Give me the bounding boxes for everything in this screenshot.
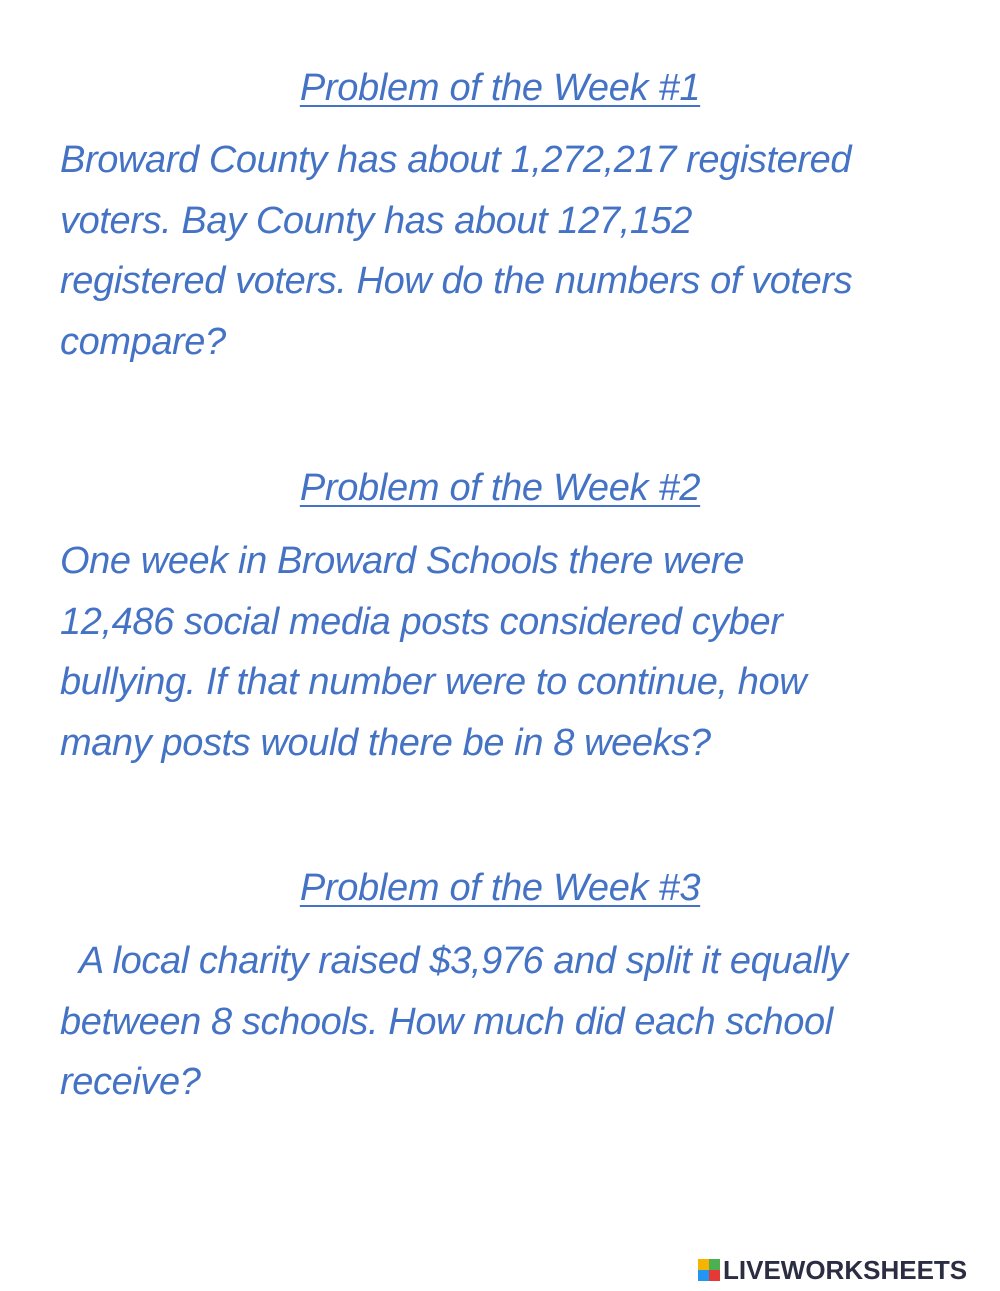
problem-3-line: A local charity raised $3,976 and split it equally	[60, 940, 848, 982]
problem-1-line: voters. Bay County has about 127,152	[60, 199, 693, 242]
problem-3-line: receive?	[60, 1061, 201, 1103]
problem-1-line: registered voters. How do the numbers of voters	[60, 260, 853, 302]
problem-2-title: Problem of the Week #2	[299, 467, 701, 509]
problem-1-line: compare?	[60, 320, 226, 363]
problem-2-line: One week in Broward Schools there were	[60, 540, 744, 582]
problem-1-line: Broward County has about 1,272,217 registered	[60, 139, 852, 181]
logo-text: LIVEWORKSHEETS	[723, 1255, 968, 1285]
problem-2-line: bullying. If that number were to continue, how	[60, 661, 807, 703]
problem-2-text	[60, 531, 960, 773]
problem-1-title: Problem of the Week #1	[299, 67, 701, 109]
problem-3-text	[60, 931, 960, 1113]
liveworksheets-logo-icon	[698, 1259, 720, 1281]
problem-2-line: 12,486 social media posts considered cyber	[60, 600, 783, 643]
problem-2-line: many posts would there be in 8 weeks?	[60, 721, 711, 764]
problem-1-text	[60, 130, 960, 372]
problem-3-title: Problem of the Week #3	[299, 867, 701, 909]
liveworksheets-logo[interactable]	[698, 1255, 967, 1285]
problem-3-line: between 8 schools. How much did each school	[60, 1000, 833, 1043]
